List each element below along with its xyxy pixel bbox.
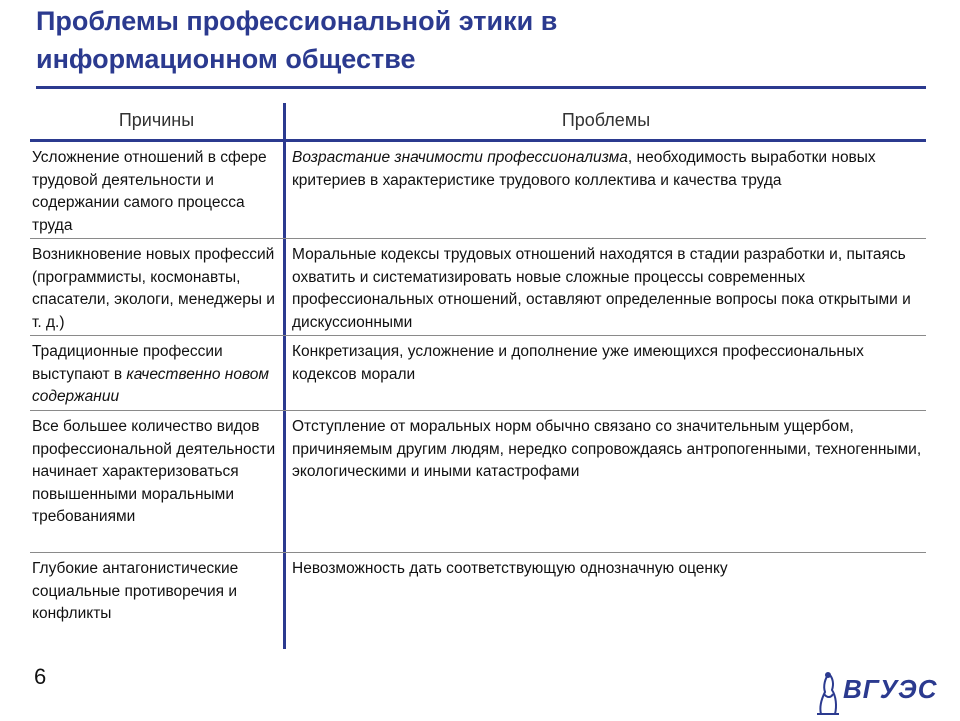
title-line-1: Проблемы профессиональной этики в [36,6,558,36]
cause-cell [32,341,280,409]
problem-cell [292,558,928,581]
table-row [30,553,926,649]
table-row [30,411,926,553]
university-logo [813,668,938,716]
problem-text: Отступление от моральных норм обычно связано со значительным ущербом, причиняемым другим людям, нередко сопровождаясь антропогенными, техногенными, экологическими и иными катастрофами [292,418,922,480]
problem-cell [292,416,928,484]
problem-emphasis: Возрастание значимости профессионализма [292,149,628,166]
cause-cell: Все большее количество видов профессиональной деятельности начинает характеризоваться повышенными моральными требованиями [32,418,276,525]
cause-cell: Возникновение новых профессий (программисты, космонавты, спасатели, экологи, менеджеры и т. д.) [32,246,275,331]
header-causes: Причины [118,110,195,130]
problem-text: Моральные кодексы трудовых отношений находятся в стадии разработки и, пытаясь охватить и систематизировать новые сложные процессы современных профессиональных отношений, оставляют определенные вопросы пока открытыми и дискуссионными [292,246,911,331]
cause-emphasis: качественно новом содержании [32,365,269,405]
problem-text: Конкретизация, усложнение и дополнение уже имеющихся профессиональных кодексов морали [292,343,864,383]
problem-text: Невозможность дать соответствующую однозначную оценку [292,560,728,577]
slide-title [36,2,916,78]
problem-cell [292,147,928,192]
problem-cell [292,341,928,386]
problem-cell [292,244,928,334]
header-problems: Проблемы [561,110,651,130]
table-row [30,336,926,411]
page-number: 6 [34,664,47,689]
cause-cell: Глубокие антагонистические социальные противоречия и конфликты [32,560,239,622]
table-row [30,239,926,336]
university-statue-logo-icon [813,668,843,716]
cause-text: Традиционные профессии выступают в [32,343,223,383]
title-underline [36,86,926,89]
logo-text: ВГУЭС [843,674,938,704]
cause-cell: Усложнение отношений в сфере трудовой деятельности и содержании самого процесса труда [32,149,267,234]
title-line-2: информационном обществе [36,44,416,74]
problem-text: , необходимость выработки новых критериев в характеристике трудового коллектива и качества труда [292,149,876,189]
table-row [30,142,926,239]
